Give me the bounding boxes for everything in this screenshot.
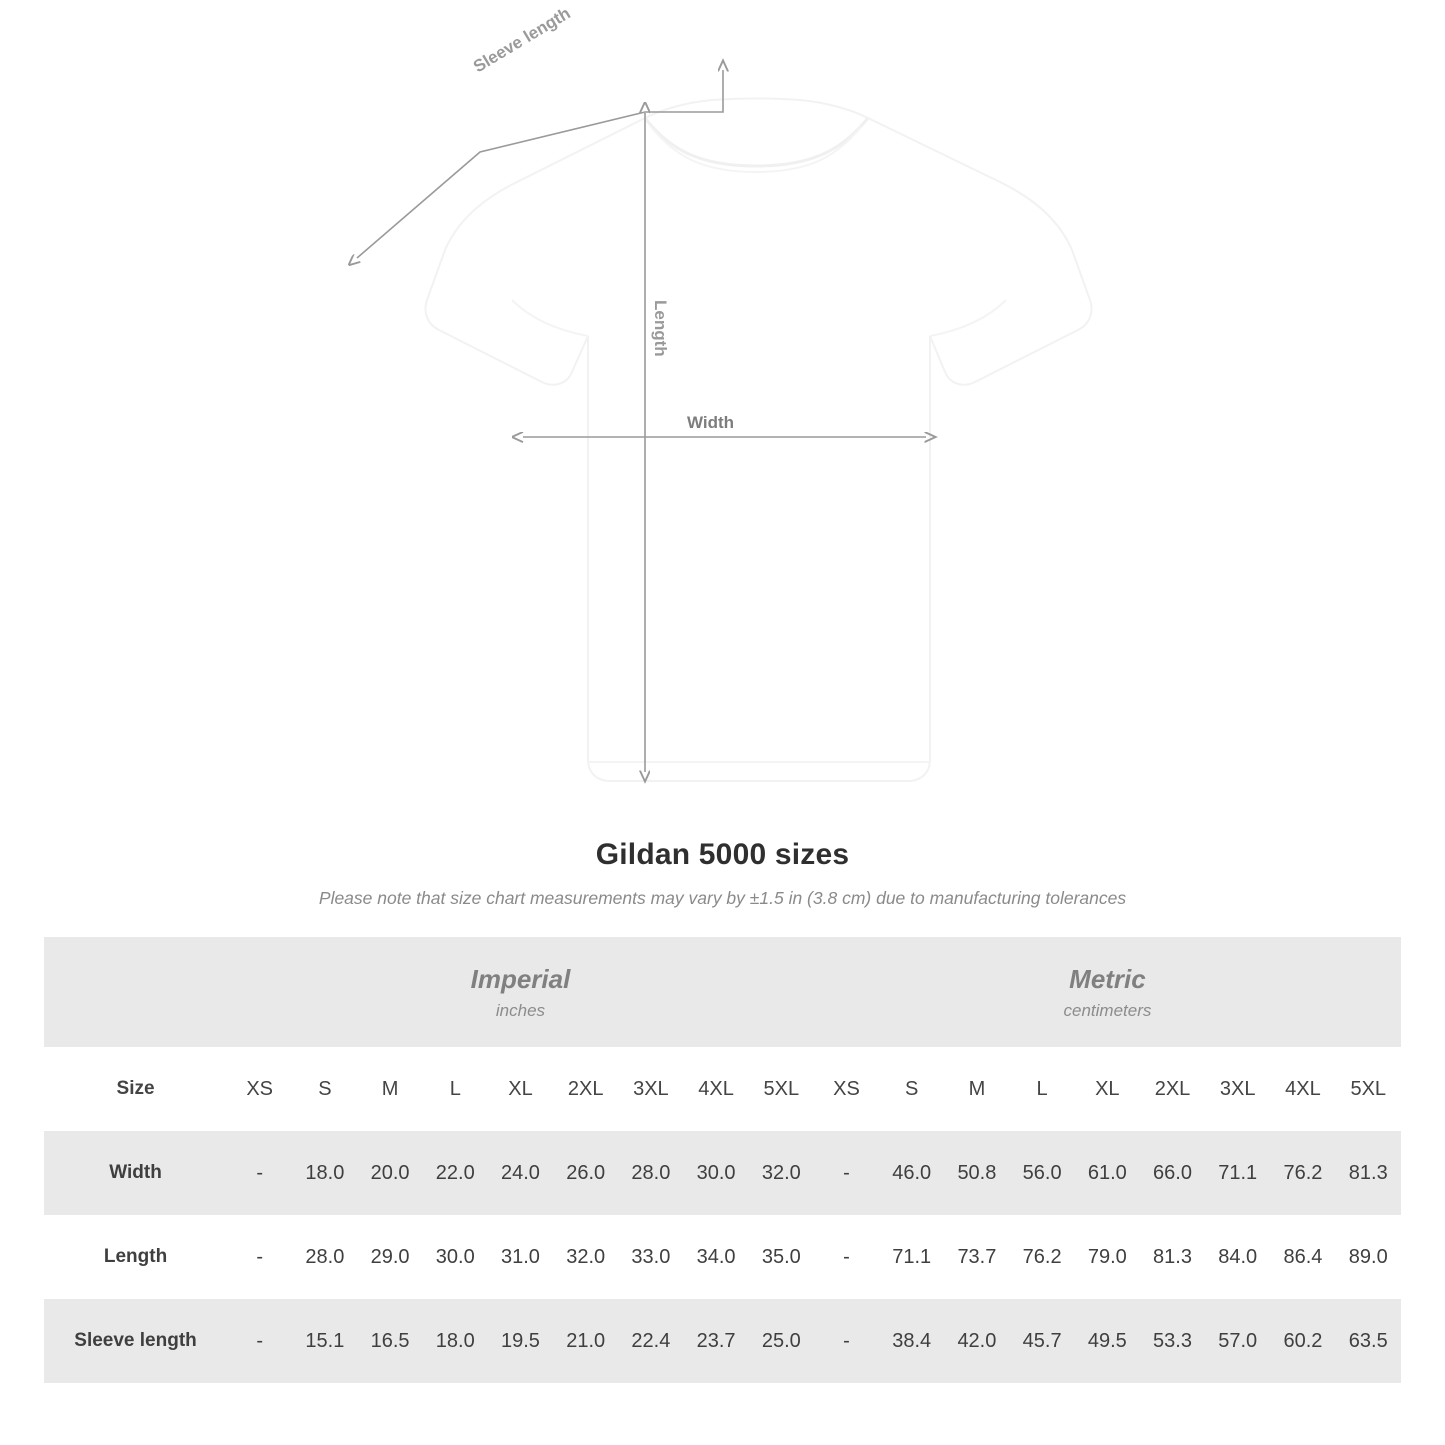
unit-group-imperial bbox=[227, 937, 814, 1047]
size-header-imperial-2xl: 2XL bbox=[553, 1047, 618, 1131]
size-header-metric-xs: XS bbox=[814, 1047, 879, 1131]
table-row bbox=[44, 1131, 1401, 1215]
cell-sleeve-imperial-2xl: 21.0 bbox=[553, 1299, 618, 1383]
cell-sleeve-metric-5xl: 63.5 bbox=[1336, 1299, 1401, 1383]
cell-width-metric-l: 56.0 bbox=[1010, 1131, 1075, 1215]
cell-sleeve-imperial-4xl: 23.7 bbox=[683, 1299, 748, 1383]
cell-width-metric-xl: 61.0 bbox=[1075, 1131, 1140, 1215]
cell-length-imperial-3xl: 33.0 bbox=[618, 1215, 683, 1299]
size-header-imperial-l: L bbox=[423, 1047, 488, 1131]
size-table bbox=[44, 937, 1401, 1383]
cell-width-imperial-s: 18.0 bbox=[292, 1131, 357, 1215]
cell-width-imperial-2xl: 26.0 bbox=[553, 1131, 618, 1215]
cell-width-imperial-4xl: 30.0 bbox=[683, 1131, 748, 1215]
cell-length-imperial-5xl: 35.0 bbox=[749, 1215, 814, 1299]
size-header-metric-4xl: 4XL bbox=[1270, 1047, 1335, 1131]
size-header-imperial-xs: XS bbox=[227, 1047, 292, 1131]
cell-width-metric-4xl: 76.2 bbox=[1270, 1131, 1335, 1215]
cell-width-metric-3xl: 71.1 bbox=[1205, 1131, 1270, 1215]
cell-length-metric-4xl: 86.4 bbox=[1270, 1215, 1335, 1299]
cell-sleeve-metric-2xl: 53.3 bbox=[1140, 1299, 1205, 1383]
row-label-sleeve-length: Sleeve length bbox=[44, 1299, 227, 1383]
cell-sleeve-imperial-5xl: 25.0 bbox=[749, 1299, 814, 1383]
cell-length-imperial-xs: - bbox=[227, 1215, 292, 1299]
cell-length-metric-xs: - bbox=[814, 1215, 879, 1299]
cell-length-imperial-m: 29.0 bbox=[357, 1215, 422, 1299]
table-row bbox=[44, 1215, 1401, 1299]
cell-width-imperial-5xl: 32.0 bbox=[749, 1131, 814, 1215]
cell-sleeve-imperial-3xl: 22.4 bbox=[618, 1299, 683, 1383]
cell-sleeve-imperial-xs: - bbox=[227, 1299, 292, 1383]
cell-width-imperial-m: 20.0 bbox=[357, 1131, 422, 1215]
size-header-imperial-5xl: 5XL bbox=[749, 1047, 814, 1131]
size-header-imperial-xl: XL bbox=[488, 1047, 553, 1131]
cell-length-imperial-2xl: 32.0 bbox=[553, 1215, 618, 1299]
size-header-metric-5xl: 5XL bbox=[1336, 1047, 1401, 1131]
cell-width-metric-s: 46.0 bbox=[879, 1131, 944, 1215]
cell-length-imperial-s: 28.0 bbox=[292, 1215, 357, 1299]
size-table-wrap bbox=[44, 937, 1401, 1383]
size-header-row bbox=[44, 1047, 1401, 1131]
size-header-metric-3xl: 3XL bbox=[1205, 1047, 1270, 1131]
unit-sub-metric: centimeters bbox=[1063, 1001, 1152, 1021]
size-header-label: Size bbox=[44, 1047, 227, 1131]
cell-sleeve-metric-l: 45.7 bbox=[1010, 1299, 1075, 1383]
cell-length-metric-l: 76.2 bbox=[1010, 1215, 1075, 1299]
cell-width-imperial-l: 22.0 bbox=[423, 1131, 488, 1215]
size-header-metric-s: S bbox=[879, 1047, 944, 1131]
table-row bbox=[44, 1299, 1401, 1383]
cell-sleeve-imperial-m: 16.5 bbox=[357, 1299, 422, 1383]
cell-sleeve-metric-4xl: 60.2 bbox=[1270, 1299, 1335, 1383]
cell-length-metric-xl: 79.0 bbox=[1075, 1215, 1140, 1299]
cell-length-metric-3xl: 84.0 bbox=[1205, 1215, 1270, 1299]
unit-name-metric: Metric bbox=[1069, 963, 1146, 994]
cell-sleeve-metric-s: 38.4 bbox=[879, 1299, 944, 1383]
size-header-metric-m: M bbox=[944, 1047, 1009, 1131]
cell-length-metric-2xl: 81.3 bbox=[1140, 1215, 1205, 1299]
size-header-imperial-m: M bbox=[357, 1047, 422, 1131]
cell-length-metric-s: 71.1 bbox=[879, 1215, 944, 1299]
cell-length-imperial-l: 30.0 bbox=[423, 1215, 488, 1299]
unit-sub-imperial: inches bbox=[495, 1001, 546, 1021]
cell-width-metric-xs: - bbox=[814, 1131, 879, 1215]
cell-width-metric-2xl: 66.0 bbox=[1140, 1131, 1205, 1215]
tshirt-shape bbox=[426, 99, 1092, 782]
cell-length-imperial-4xl: 34.0 bbox=[683, 1215, 748, 1299]
tolerance-note: Please note that size chart measurements may vary by ±1.5 in (3.8 cm) due to manufacturing tolerances bbox=[318, 888, 1127, 908]
size-header-imperial-4xl: 4XL bbox=[683, 1047, 748, 1131]
size-header-imperial-s: S bbox=[292, 1047, 357, 1131]
page-title: Gildan 5000 sizes bbox=[595, 838, 850, 871]
cell-width-imperial-3xl: 28.0 bbox=[618, 1131, 683, 1215]
cell-sleeve-imperial-s: 15.1 bbox=[292, 1299, 357, 1383]
cell-sleeve-metric-3xl: 57.0 bbox=[1205, 1299, 1270, 1383]
cell-sleeve-imperial-l: 18.0 bbox=[423, 1299, 488, 1383]
width-label: Width bbox=[687, 413, 735, 432]
row-label-length: Length bbox=[44, 1215, 227, 1299]
size-header-imperial-3xl: 3XL bbox=[618, 1047, 683, 1131]
size-header-metric-l: L bbox=[1010, 1047, 1075, 1131]
unit-group-metric bbox=[814, 937, 1401, 1047]
size-header-metric-2xl: 2XL bbox=[1140, 1047, 1205, 1131]
cell-width-imperial-xs: - bbox=[227, 1131, 292, 1215]
cell-width-metric-m: 50.8 bbox=[944, 1131, 1009, 1215]
cell-width-metric-5xl: 81.3 bbox=[1336, 1131, 1401, 1215]
unit-header-row bbox=[44, 937, 1401, 1047]
size-header-metric-xl: XL bbox=[1075, 1047, 1140, 1131]
cell-sleeve-metric-xl: 49.5 bbox=[1075, 1299, 1140, 1383]
cell-length-metric-5xl: 89.0 bbox=[1336, 1215, 1401, 1299]
sleeve-length-label: Sleeve length bbox=[470, 3, 574, 77]
chart-heading bbox=[0, 838, 1445, 909]
cell-sleeve-metric-m: 42.0 bbox=[944, 1299, 1009, 1383]
unit-header-spacer bbox=[44, 937, 227, 1047]
cell-length-imperial-xl: 31.0 bbox=[488, 1215, 553, 1299]
length-label: Length bbox=[651, 300, 670, 357]
cell-sleeve-imperial-xl: 19.5 bbox=[488, 1299, 553, 1383]
cell-sleeve-metric-xs: - bbox=[814, 1299, 879, 1383]
cell-width-imperial-xl: 24.0 bbox=[488, 1131, 553, 1215]
unit-name-imperial: Imperial bbox=[470, 963, 571, 994]
cell-length-metric-m: 73.7 bbox=[944, 1215, 1009, 1299]
row-label-width: Width bbox=[44, 1131, 227, 1215]
